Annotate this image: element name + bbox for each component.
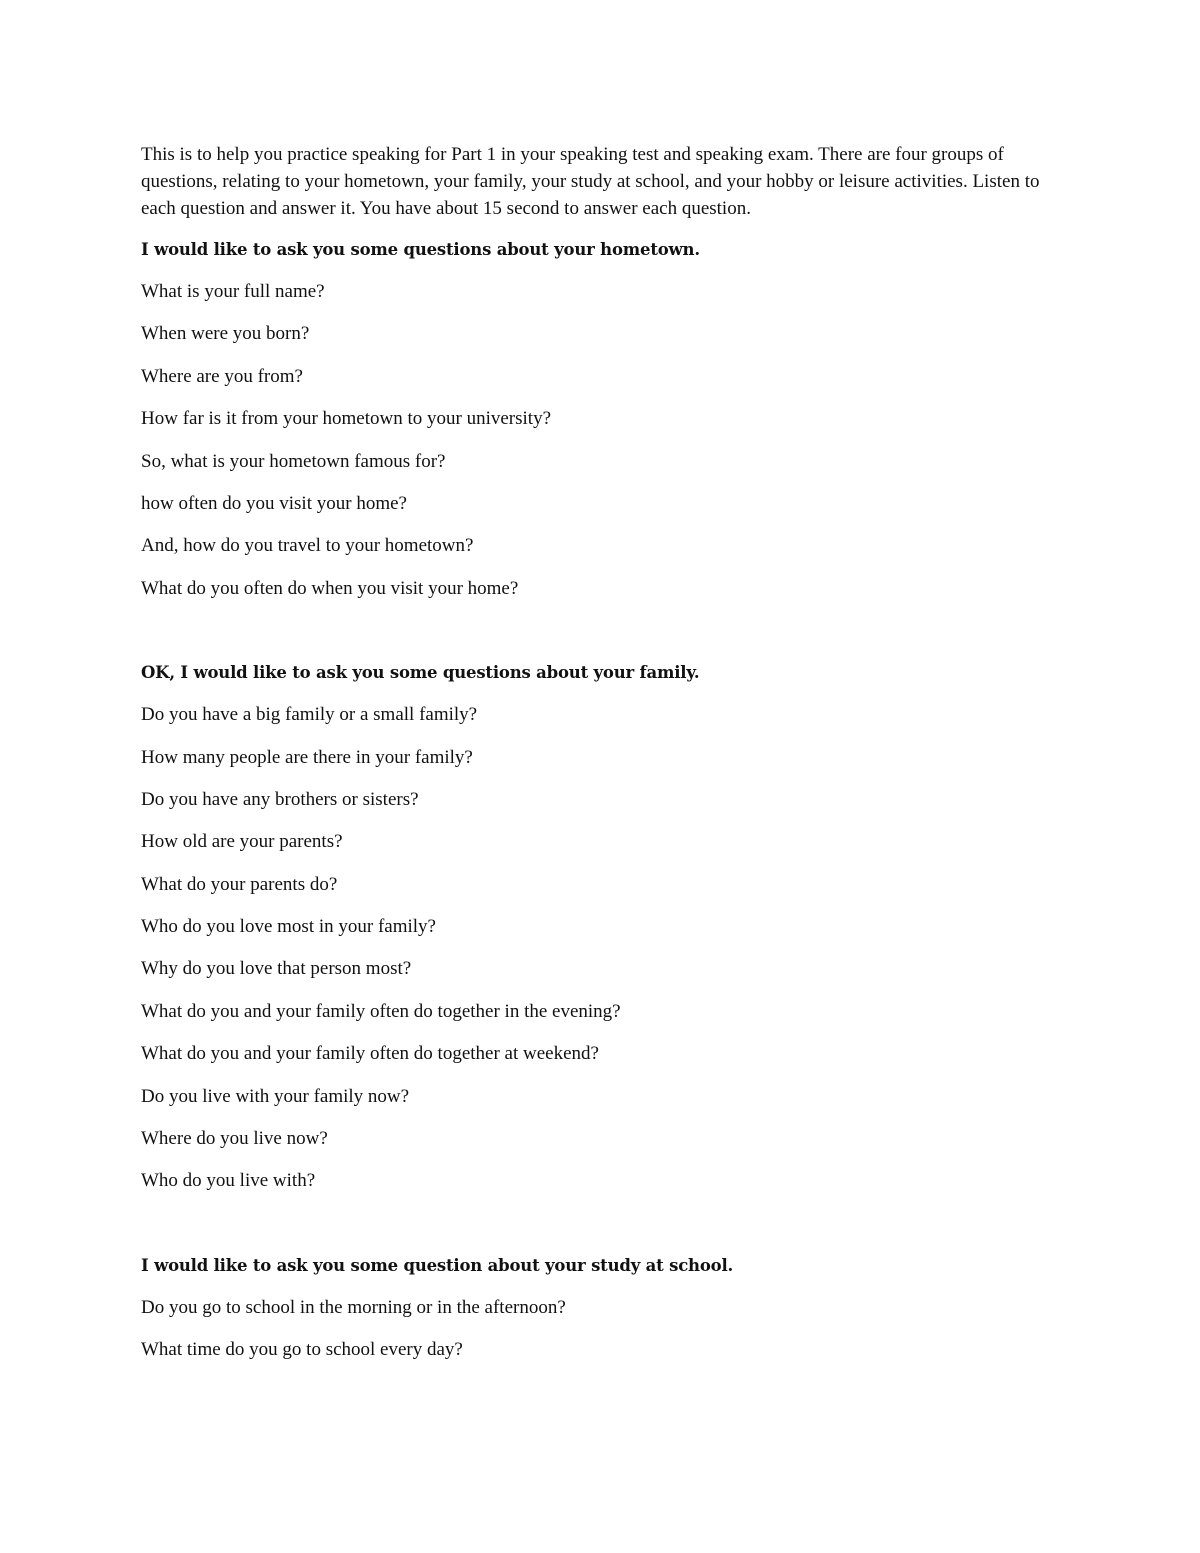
question-item: How old are your parents? (141, 831, 343, 853)
intro-paragraph: This is to help you practice speaking for Part 1 in your speaking test and speaking exam. There are four groups of questions, relating to your hometown, your family, your study at school, and your hobby or leisure activities. Listen to each question and answer it. You have about 15 second to answer each question. (141, 144, 1040, 219)
question-item: Who do you live with? (141, 1170, 316, 1192)
question-item: What do you and your family often do together in the evening? (141, 1000, 621, 1022)
blank-line (141, 620, 1041, 662)
question-item: How many people are there in your family? (141, 746, 473, 768)
question-item: So, what is your hometown famous for? (141, 450, 446, 472)
question-item: And, how do you travel to your hometown? (141, 535, 474, 557)
question-item: Where do you live now? (141, 1128, 328, 1150)
question-item: Where are you from? (141, 365, 303, 387)
question-item: What do your parents do? (141, 873, 338, 895)
section-heading: OK, I would like to ask you some questions about your family. (141, 663, 700, 683)
document-page (141, 141, 1041, 1382)
section-heading: I would like to ask you some question about your study at school. (141, 1255, 734, 1275)
question-item: how often do you visit your home? (141, 492, 407, 514)
question-item: What is your full name? (141, 281, 325, 302)
question-item: Do you go to school in the morning or in the afternoon? (141, 1296, 566, 1318)
question-item: What do you and your family often do together at weekend? (141, 1043, 599, 1065)
section-study (141, 1255, 1041, 1361)
section-heading: I would like to ask you some questions about your hometown. (141, 240, 700, 259)
question-item: Do you have a big family or a small family? (141, 704, 478, 726)
question-item: How far is it from your hometown to your university? (141, 408, 552, 430)
question-item: When were you born? (141, 323, 310, 345)
section-family (141, 662, 1041, 1192)
section-hometown (141, 239, 1041, 600)
question-item: What do you often do when you visit your home? (141, 577, 519, 599)
blank-line (141, 1213, 1041, 1255)
question-item: What time do you go to school every day? (141, 1339, 463, 1361)
question-item: Do you live with your family now? (141, 1085, 410, 1107)
question-item: Why do you love that person most? (141, 958, 412, 980)
question-item: Do you have any brothers or sisters? (141, 788, 419, 810)
question-item: Who do you love most in your family? (141, 916, 436, 938)
